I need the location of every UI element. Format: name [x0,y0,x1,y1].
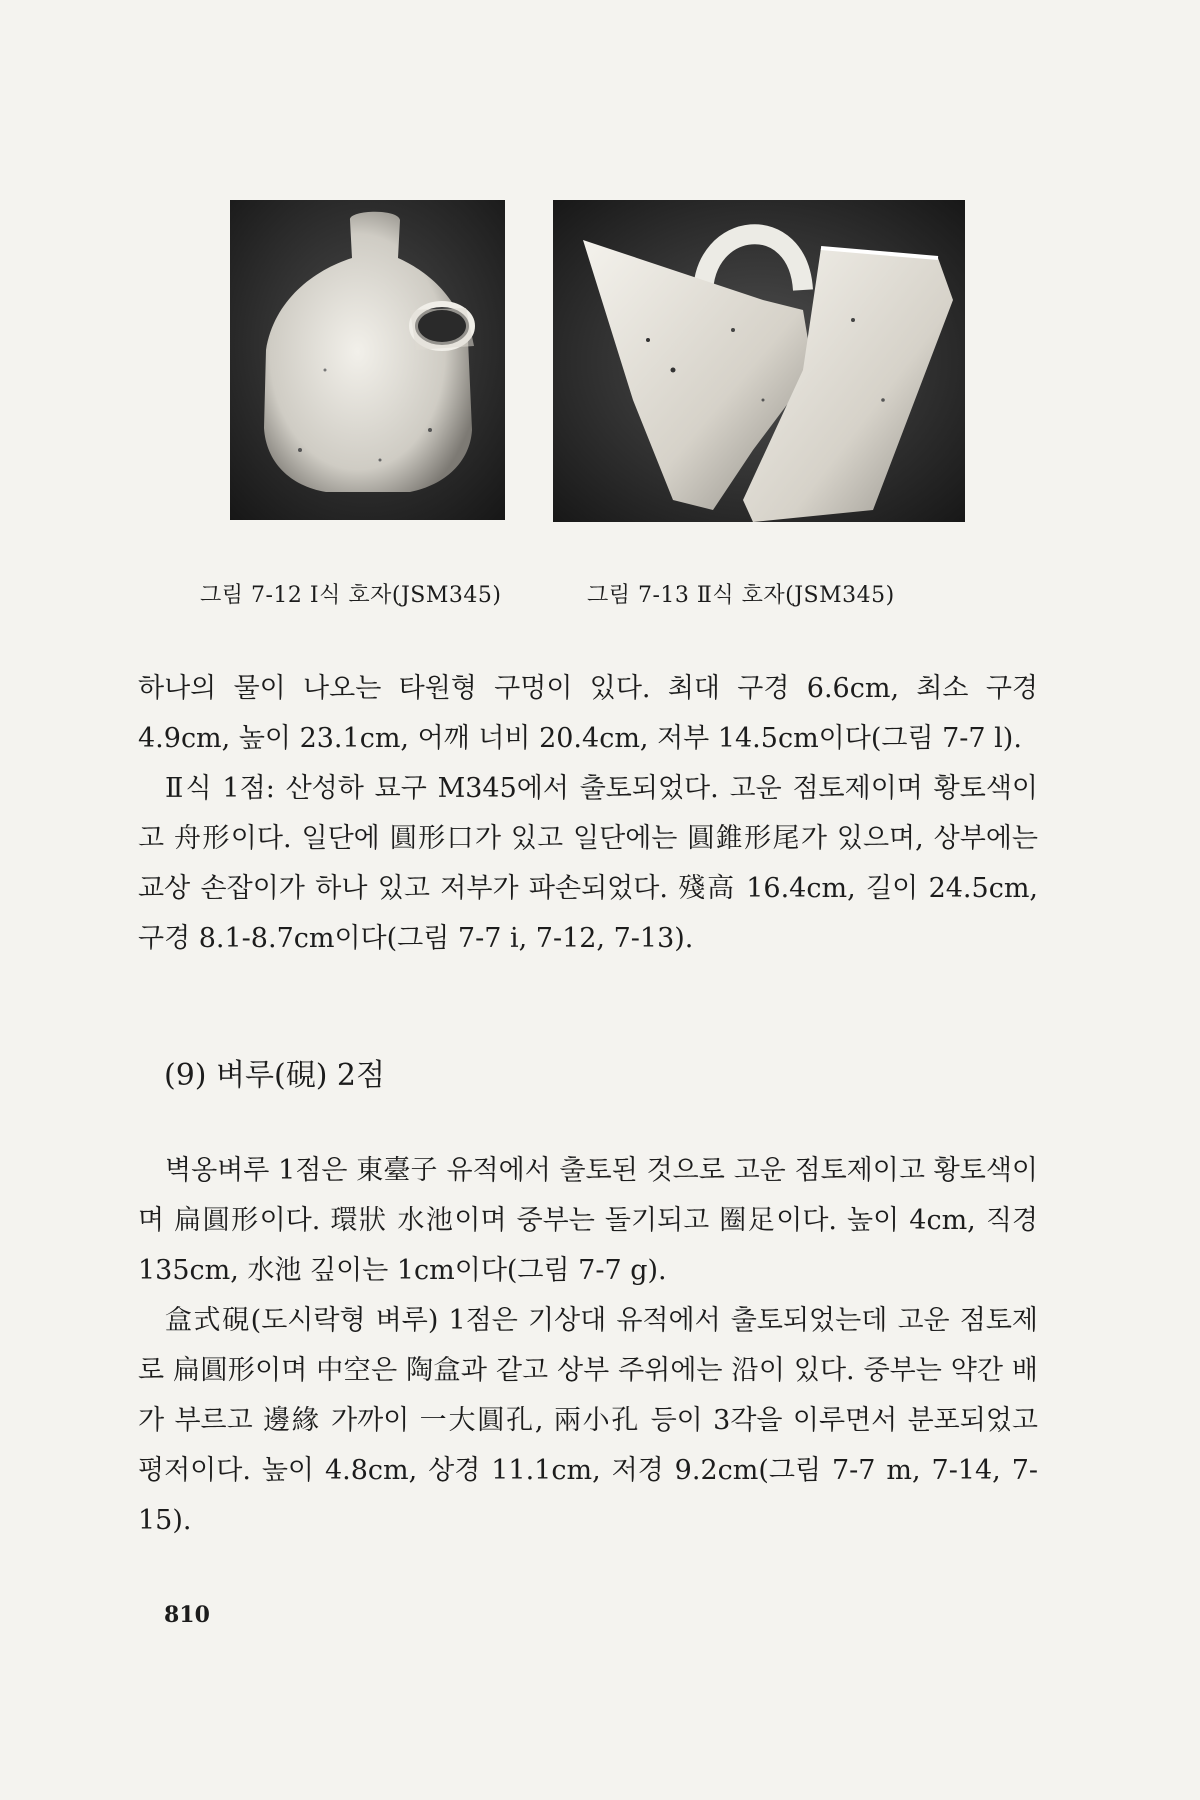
paragraph: Ⅱ식 1점: 산성하 묘구 M345에서 출토되었다. 고운 점토제이며 황토색이고 舟形이다. 일단에 圓形口가 있고 일단에는 圓錐形尾가 있으며, 상부에는 교상 손잡이가 하나 있고 저부가 파손되었다. 殘高 16.4cm, 길이 24.5cm, 구경 8.1-8.7cm이다(그림 7-7 i, 7-12, 7-13). [138,773,1038,954]
jar-illustration-2 [553,200,965,522]
paragraph: 盒式硯(도시락형 벼루) 1점은 기상대 유적에서 출토되었는데 고운 점토제로 扁圓形이며 中空은 陶盒과 같고 상부 주위에는 沿이 있다. 중부는 약간 배가 부르고 邊緣 가까이 一大圓孔, 兩小孔 등이 3각을 이루면서 분포되었고 평저이다. 높이 4.8cm, 상경 11.1cm, 저경 9.2cm(그림 7-7 m, 7-14, 7-15). [138,1305,1038,1536]
figure-caption: 그림 7-13 Ⅱ식 호자(JSM345) [587,583,895,608]
jar-illustration-1 [230,200,505,520]
figure-row [0,200,1200,530]
paragraph: 벽옹벼루 1점은 東臺子 유적에서 출토된 것으로 고운 점토제이고 황토색이며 扁圓形이다. 環狀 水池이며 중부는 돌기되고 圈足이다. 높이 4cm, 직경 135cm, 水池 깊이는 1cm이다(그림 7-7 g). [138,1155,1038,1286]
text-block-2 [138,1146,1038,1546]
paragraph: 하나의 물이 나오는 타원형 구멍이 있다. 최대 구경 6.6cm, 최소 구경 4.9cm, 높이 23.1cm, 어깨 너비 20.4cm, 저부 14.5cm이다(그림 7-7 l). [138,673,1038,754]
pottery-jar-photo-1 [230,200,505,520]
figure-captions [0,578,1200,610]
section-heading: (9) 벼루(硯) 2점 [164,1058,386,1093]
pottery-jar-photo-2 [553,200,965,522]
page-number: 810 [164,1602,210,1628]
text-block-1 [138,664,1038,964]
figure-caption: 그림 7-12 Ⅰ식 호자(JSM345) [200,583,502,608]
